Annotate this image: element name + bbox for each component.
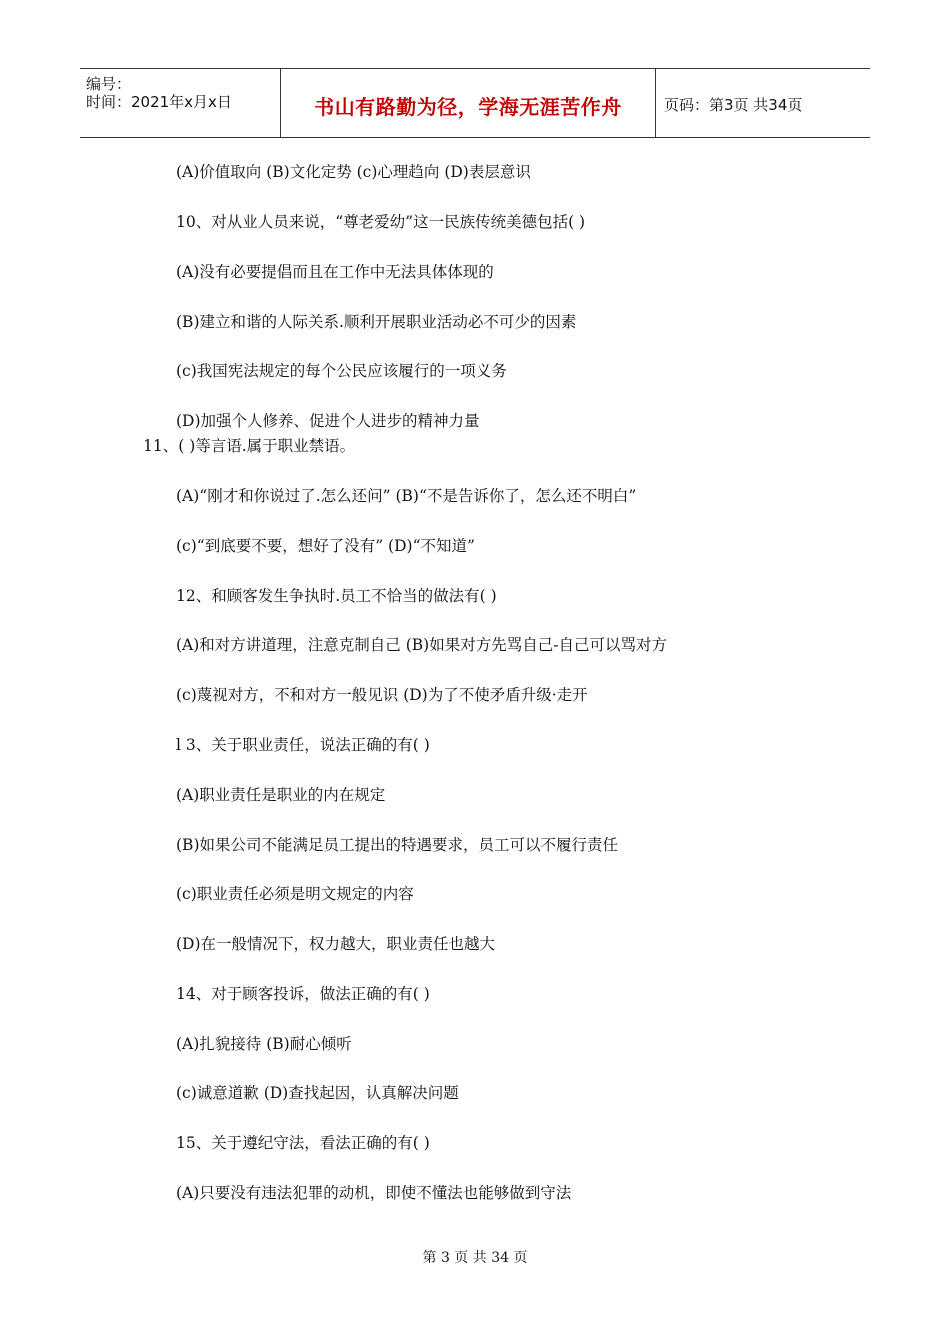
question-13: l 3、关于职业责任，说法正确的有( )	[176, 736, 430, 754]
question-15: 15、关于遵纪守法，看法正确的有( )	[176, 1134, 430, 1152]
question-11-options-cd: (c)“到底要不要，想好了没有” (D)“不知道”	[176, 537, 475, 555]
question-14: 14、对于顾客投诉，做法正确的有( )	[176, 985, 430, 1003]
question-12-options-ab: (A)和对方讲道理，注意克制自己 (B)如果对方先骂自己-自己可以骂对方	[176, 636, 667, 654]
question-11: 11、( )等言语.属于职业禁语。	[143, 437, 356, 455]
question-10-option-b: (B)建立和谐的人际关系.顺利开展职业活动必不可少的因素	[176, 313, 577, 331]
question-10-option-a: (A)没有必要提倡而且在工作中无法具体体现的	[176, 263, 494, 281]
question-12: 12、和顾客发生争执时.员工不恰当的做法有( )	[176, 587, 497, 605]
header-left-cell	[80, 69, 280, 137]
question-13-option-d: (D)在一般情况下，权力越大，职业责任也越大	[176, 935, 496, 953]
header-page-info: 页码：第3页 共34页	[664, 96, 803, 114]
question-13-option-c: (c)职业责任必须是明文规定的内容	[176, 885, 414, 903]
header-motto-cell	[280, 69, 656, 137]
question-13-option-b: (B)如果公司不能满足员工提出的特遇要求，员工可以不履行责任	[176, 836, 618, 854]
document-date: 时间：2021年x月x日	[86, 93, 232, 111]
page-header	[80, 68, 870, 138]
document-number-label: 编号：	[86, 75, 132, 93]
question-10-option-d: (D)加强个人修养、促进个人进步的精神力量	[176, 412, 480, 430]
question-14-options-cd: (c)诚意道歉 (D)查找起因，认真解决问题	[176, 1084, 459, 1102]
question-11-options-ab: (A)“刚才和你说过了.怎么还问” (B)“不是告诉你了，怎么还不明白”	[176, 487, 637, 505]
question-14-options-ab: (A)扎貌接待 (B)耐心倾听	[176, 1035, 352, 1053]
question-12-options-cd: (c)蔑视对方，不和对方一般见识 (D)为了不使矛盾升级·走开	[176, 686, 588, 704]
question-9-options: (A)价值取向 (B)文化定势 (c)心理趋向 (D)表层意识	[176, 163, 531, 181]
motto: 书山有路勤为径，学海无涯苦作舟	[314, 95, 622, 119]
question-10-option-c: (c)我国宪法规定的每个公民应该履行的一项义务	[176, 362, 507, 380]
question-15-option-a: (A)只要没有违法犯罪的动机，即使不懂法也能够做到守法	[176, 1184, 572, 1202]
page-footer: 第 3 页 共 34 页	[422, 1250, 528, 1266]
question-10: 10、对从业人员来说，“尊老爱幼”这一民族传统美德包括( )	[176, 213, 586, 231]
header-right-cell	[656, 69, 870, 137]
question-13-option-a: (A)职业责任是职业的内在规定	[176, 786, 386, 804]
